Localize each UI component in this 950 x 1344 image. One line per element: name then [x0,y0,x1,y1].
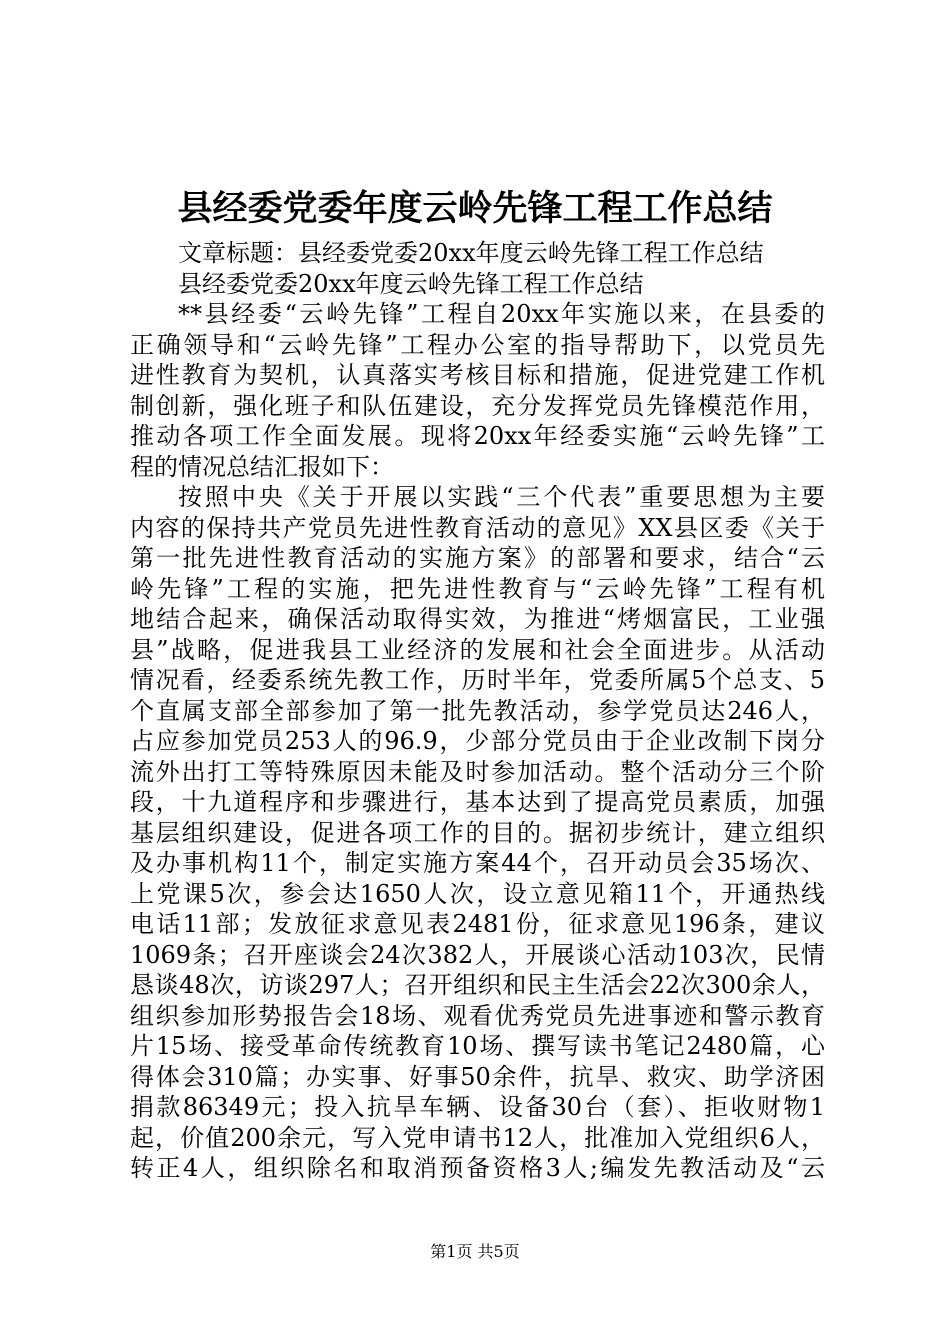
body-text-line: 第一批先进性教育活动的实施方案》的部署和要求，结合“云 [130,544,825,572]
body-text-line: 占应参加党员253人的96.9，少部分党员由于企业改制下岗分 [130,727,825,755]
body-text-line: 1069条；召开座谈会24次382人，开展谈心活动103次，民情 [130,940,825,969]
body-text-line: 起，价值200余元，写入党申请书12人，批准加入党组织6人， [130,1123,825,1152]
body-text-line: 按照中央《关于开展以实践“三个代表”重要思想为主要 [178,483,825,511]
body-text-line: 捐款86349元；投入抗旱车辆、设备30台（套）、拒收财物1 [130,1093,825,1121]
body-text-line: 及办事机构11个，制定实施方案44个，召开动员会35场次、 [130,849,825,877]
body-text-line: 情况看，经委系统先教工作，历时半年，党委所属5个总支、5 [130,666,825,694]
body-text-line: 流外出打工等特殊原因未能及时参加活动。整个活动分三个阶 [130,757,825,786]
document-body [130,238,825,1184]
body-text-line: 地结合起来，确保活动取得实效，为推进“烤烟富民，工业强 [130,605,825,633]
body-text-line: 恳谈48次，访谈297人；召开组织和民主生活会22次300余人， [130,971,825,999]
body-text-line: 组织参加形势报告会18场、观看优秀党员先进事迹和警示教育 [130,1001,825,1030]
body-text-line: 岭先锋”工程的实施，把先进性教育与“云岭先锋”工程有机 [130,574,825,603]
body-text-line: 个直属支部全部参加了第一批先教活动，参学党员达246人， [130,696,825,725]
body-text-line: 得体会310篇；办实事、好事50余件，抗旱、救灾、助学济困 [130,1062,825,1091]
body-text-line: 内容的保持共产党员先进性教育活动的意见》XX县区委《关于 [130,513,825,542]
body-text-line: 转正4人，组织除名和取消预备资格3人;编发先教活动及“云 [130,1154,825,1182]
body-text-line: 段，十九道程序和步骤进行，基本达到了提高党员素质，加强 [130,788,825,816]
page-footer: 第1页 共5页 [430,1242,520,1261]
body-text-line: 文章标题：县经委党委20xx年度云岭先锋工程工作总结 [178,239,764,267]
body-text-line: **县经委“云岭先锋”工程自20xx年实施以来，在县委的 [178,300,825,328]
document-title: 县经委党委年度云岭先锋工程工作总结 [177,188,773,229]
body-text-line: 县”战略，促进我县工业经济的发展和社会全面进步。从活动 [130,635,825,664]
body-text-line: 县经委党委20xx年度云岭先锋工程工作总结 [178,269,644,298]
body-text-line: 进性教育为契机，认真落实考核目标和措施，促进党建工作机 [130,361,825,389]
body-text-line: 基层组织建设，促进各项工作的目的。据初步统计，建立组织 [130,818,825,847]
body-text-line: 片15场、接受革命传统教育10场、撰写读书笔记2480篇，心 [130,1032,825,1060]
body-text-line: 上党课5次，参会达1650人次，设立意见箱11个，开通热线 [130,879,825,908]
body-text-line: 正确领导和“云岭先锋”工程办公室的指导帮助下，以党员先 [130,330,825,359]
body-text-line: 制创新，强化班子和队伍建设，充分发挥党员先锋模范作用， [130,391,825,420]
body-text-line: 程的情况总结汇报如下： [130,452,394,481]
body-text-line: 电话11部；发放征求意见表2481份，征求意见196条，建议 [130,910,825,938]
body-text-line: 推动各项工作全面发展。现将20xx年经委实施“云岭先锋”工 [130,422,825,450]
